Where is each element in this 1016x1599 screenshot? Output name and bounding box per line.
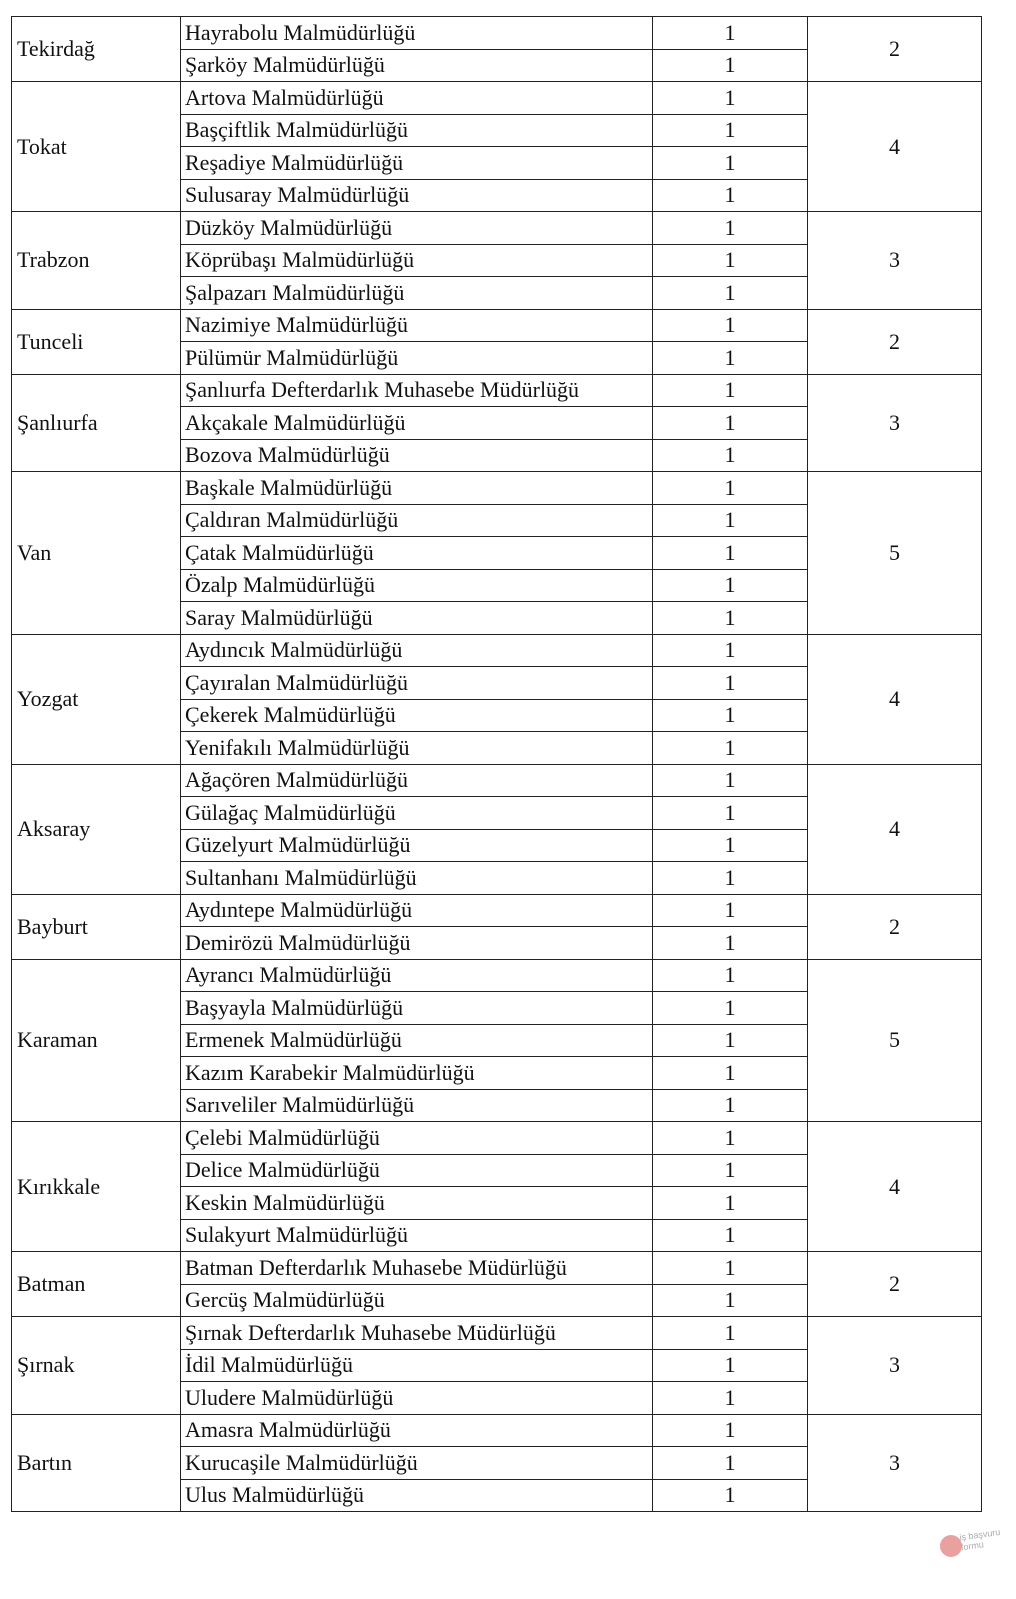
office-count: 1 [653,277,808,310]
province-name: Kırıkkale [12,1122,181,1252]
province-name: Bayburt [12,894,181,959]
table-row [12,1414,982,1447]
office-name: Düzköy Malmüdürlüğü [181,212,653,245]
office-count: 1 [653,1154,808,1187]
office-name: Amasra Malmüdürlüğü [181,1414,653,1447]
office-name: Akçakale Malmüdürlüğü [181,407,653,440]
table-row [12,374,982,407]
province-name: Tokat [12,82,181,212]
office-count: 1 [653,569,808,602]
office-name: Saray Malmüdürlüğü [181,602,653,635]
table-row [12,212,982,245]
province-total: 4 [808,1122,982,1252]
province-total: 2 [808,309,982,374]
office-count: 1 [653,959,808,992]
office-name: Gercüş Malmüdürlüğü [181,1284,653,1317]
province-name: Trabzon [12,212,181,310]
office-count: 1 [653,17,808,50]
office-name: Çaldıran Malmüdürlüğü [181,504,653,537]
office-count: 1 [653,602,808,635]
office-name: Kazım Karabekir Malmüdürlüğü [181,1057,653,1090]
office-count: 1 [653,82,808,115]
office-name: Başyayla Malmüdürlüğü [181,992,653,1025]
province-name: Tekirdağ [12,17,181,82]
province-name: Şanlıurfa [12,374,181,472]
office-count: 1 [653,1447,808,1480]
office-count: 1 [653,992,808,1025]
office-count: 1 [653,1479,808,1512]
table-row [12,472,982,505]
office-count: 1 [653,537,808,570]
province-name: Bartın [12,1414,181,1512]
province-name: Van [12,472,181,635]
office-name: Başkale Malmüdürlüğü [181,472,653,505]
province-total: 2 [808,1252,982,1317]
province-total: 2 [808,17,982,82]
office-name: Yenifakılı Malmüdürlüğü [181,732,653,765]
office-name: Şarköy Malmüdürlüğü [181,49,653,82]
office-name: Şanlıurfa Defterdarlık Muhasebe Müdürlüğü [181,374,653,407]
province-total: 4 [808,634,982,764]
province-total: 5 [808,472,982,635]
office-count: 1 [653,797,808,830]
province-total: 3 [808,1317,982,1415]
office-name: Şırnak Defterdarlık Muhasebe Müdürlüğü [181,1317,653,1350]
office-count: 1 [653,1414,808,1447]
province-total: 4 [808,82,982,212]
office-count: 1 [653,1187,808,1220]
office-name: Pülümür Malmüdürlüğü [181,342,653,375]
province-total: 3 [808,374,982,472]
office-name: Ağaçören Malmüdürlüğü [181,764,653,797]
watermark [940,1526,1010,1569]
office-name: Ermenek Malmüdürlüğü [181,1024,653,1057]
table-row [12,959,982,992]
office-name: Uludere Malmüdürlüğü [181,1382,653,1415]
office-name: Sulusaray Malmüdürlüğü [181,179,653,212]
province-total: 3 [808,212,982,310]
office-count: 1 [653,1057,808,1090]
office-name: Artova Malmüdürlüğü [181,82,653,115]
office-count: 1 [653,244,808,277]
province-total: 5 [808,959,982,1122]
office-name: Sulakyurt Malmüdürlüğü [181,1219,653,1252]
office-name: Özalp Malmüdürlüğü [181,569,653,602]
office-count: 1 [653,1349,808,1382]
office-name: Başçiftlik Malmüdürlüğü [181,114,653,147]
office-count: 1 [653,439,808,472]
office-count: 1 [653,1219,808,1252]
office-count: 1 [653,374,808,407]
province-total: 2 [808,894,982,959]
office-name: Aydıncık Malmüdürlüğü [181,634,653,667]
office-count: 1 [653,634,808,667]
quota-table [11,16,982,1512]
office-name: Keskin Malmüdürlüğü [181,1187,653,1220]
office-count: 1 [653,1252,808,1285]
province-name: Tunceli [12,309,181,374]
office-count: 1 [653,147,808,180]
office-name: Demirözü Malmüdürlüğü [181,927,653,960]
province-name: Yozgat [12,634,181,764]
table-row [12,82,982,115]
office-name: Gülağaç Malmüdürlüğü [181,797,653,830]
table-row [12,309,982,342]
office-count: 1 [653,699,808,732]
office-count: 1 [653,764,808,797]
office-count: 1 [653,114,808,147]
office-name: Batman Defterdarlık Muhasebe Müdürlüğü [181,1252,653,1285]
office-name: Reşadiye Malmüdürlüğü [181,147,653,180]
office-name: Nazimiye Malmüdürlüğü [181,309,653,342]
office-count: 1 [653,1284,808,1317]
table-row [12,17,982,50]
table-row [12,764,982,797]
office-count: 1 [653,829,808,862]
office-name: Bozova Malmüdürlüğü [181,439,653,472]
office-name: Güzelyurt Malmüdürlüğü [181,829,653,862]
office-name: Sultanhanı Malmüdürlüğü [181,862,653,895]
watermark-text: iş başvuru formu [958,1526,1001,1553]
office-name: Sarıveliler Malmüdürlüğü [181,1089,653,1122]
office-name: Kurucaşile Malmüdürlüğü [181,1447,653,1480]
office-count: 1 [653,667,808,700]
office-count: 1 [653,927,808,960]
table-row [12,1252,982,1285]
table-row [12,634,982,667]
office-name: Ulus Malmüdürlüğü [181,1479,653,1512]
office-count: 1 [653,862,808,895]
office-name: Delice Malmüdürlüğü [181,1154,653,1187]
office-name: Çayıralan Malmüdürlüğü [181,667,653,700]
office-count: 1 [653,342,808,375]
office-count: 1 [653,1382,808,1415]
office-name: Şalpazarı Malmüdürlüğü [181,277,653,310]
office-count: 1 [653,309,808,342]
province-name: Şırnak [12,1317,181,1415]
province-name: Aksaray [12,764,181,894]
office-count: 1 [653,504,808,537]
province-name: Batman [12,1252,181,1317]
province-total: 4 [808,764,982,894]
quota-table-body [12,17,982,1512]
office-count: 1 [653,1089,808,1122]
office-count: 1 [653,894,808,927]
province-total: 3 [808,1414,982,1512]
office-count: 1 [653,49,808,82]
office-name: Köprübaşı Malmüdürlüğü [181,244,653,277]
office-name: Çatak Malmüdürlüğü [181,537,653,570]
office-name: Hayrabolu Malmüdürlüğü [181,17,653,50]
office-name: Aydıntepe Malmüdürlüğü [181,894,653,927]
office-name: İdil Malmüdürlüğü [181,1349,653,1382]
table-row [12,1122,982,1155]
province-name: Karaman [12,959,181,1122]
office-count: 1 [653,1024,808,1057]
office-name: Çelebi Malmüdürlüğü [181,1122,653,1155]
table-row [12,1317,982,1350]
office-name: Ayrancı Malmüdürlüğü [181,959,653,992]
office-name: Çekerek Malmüdürlüğü [181,699,653,732]
office-count: 1 [653,407,808,440]
office-count: 1 [653,1122,808,1155]
office-count: 1 [653,472,808,505]
office-count: 1 [653,212,808,245]
office-count: 1 [653,179,808,212]
table-row [12,894,982,927]
office-count: 1 [653,732,808,765]
office-count: 1 [653,1317,808,1350]
